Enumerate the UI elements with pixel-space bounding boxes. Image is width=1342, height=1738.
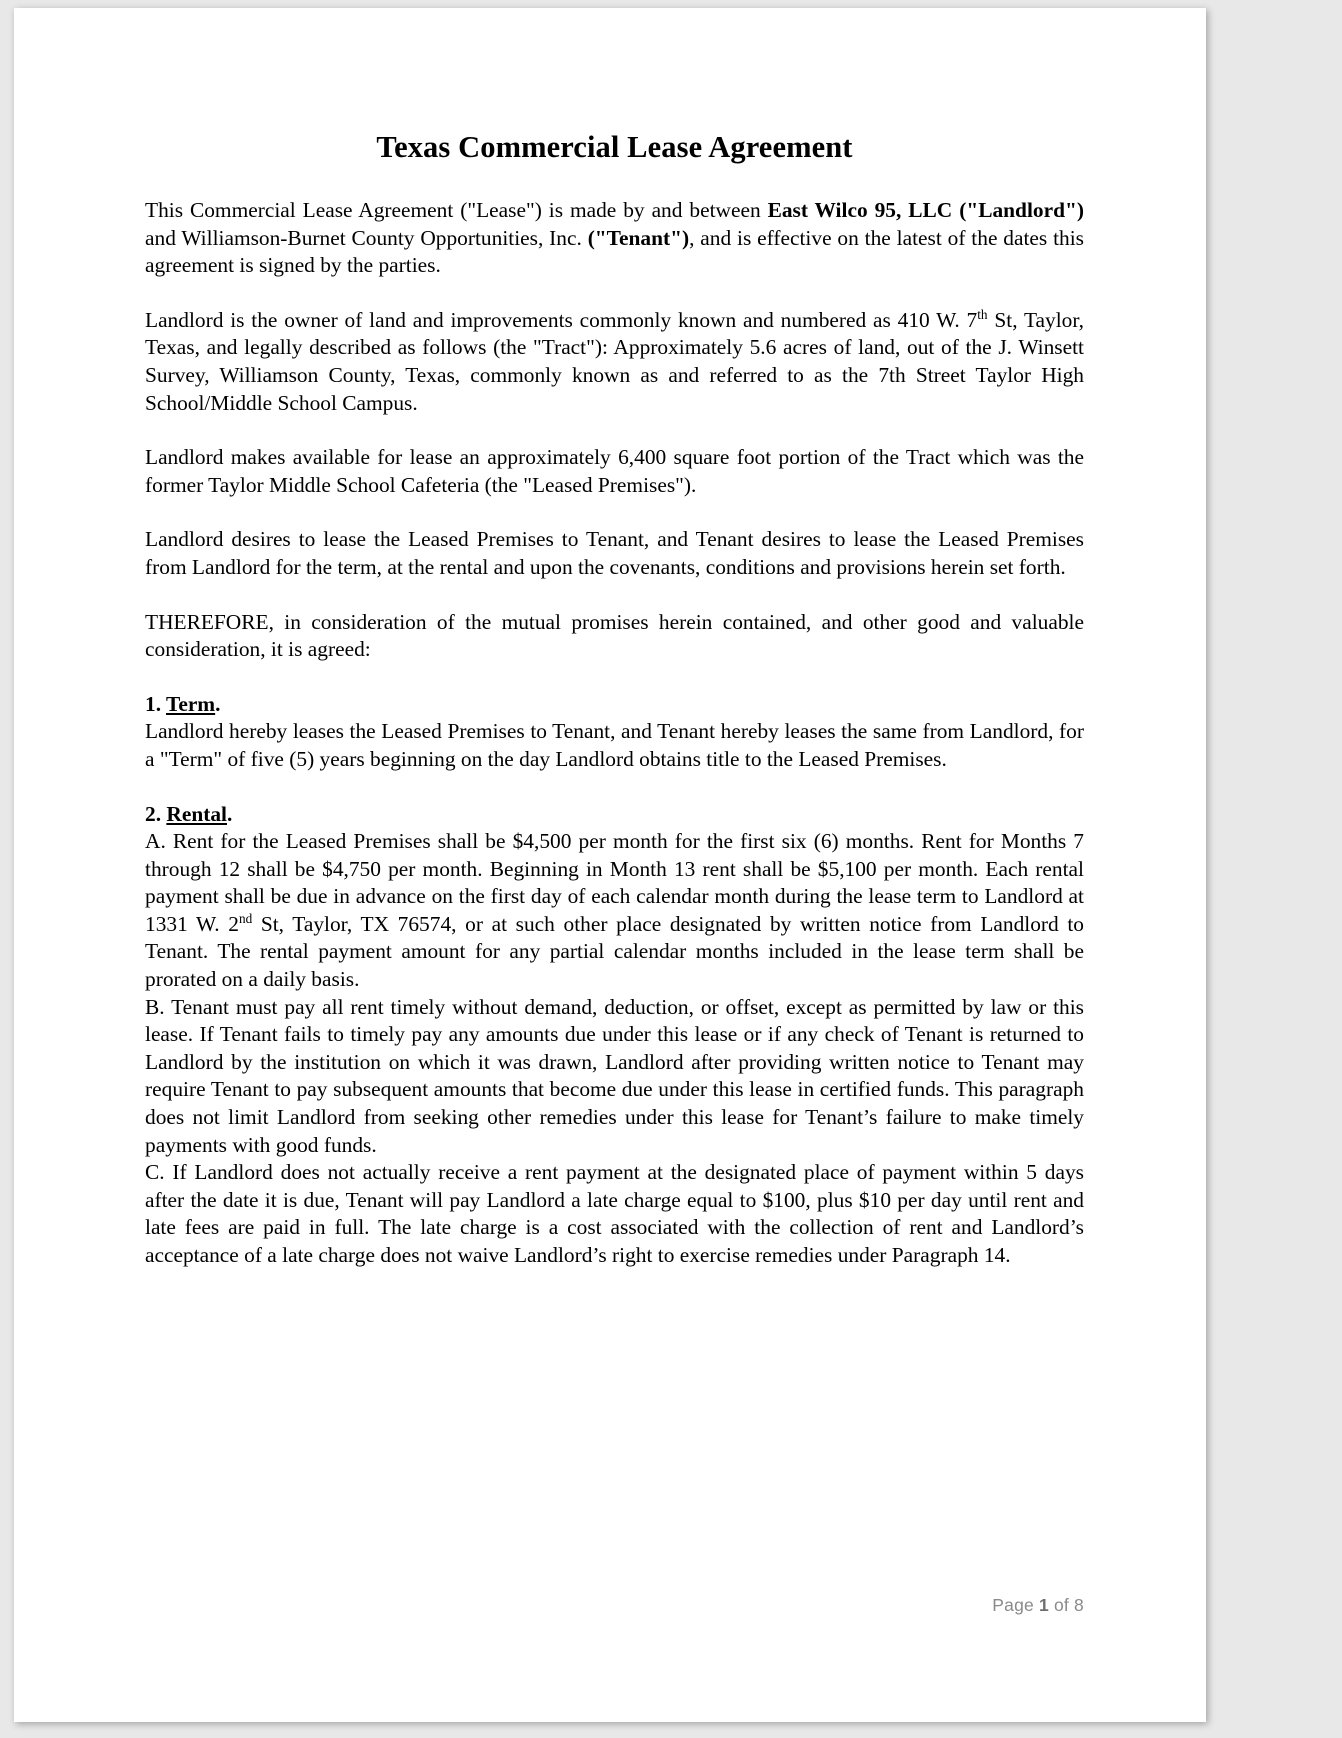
ordinal-suffix-th: th xyxy=(977,306,988,322)
section-2-period: . xyxy=(227,801,233,826)
section-2-heading xyxy=(145,801,1084,829)
document-content xyxy=(145,130,1084,1270)
section-2-clause-b: B. Tenant must pay all rent timely without demand, deduction, or offset, except as permitted by law or this lease. If Tenant fails to timely pay any amounts due under this lease or if any check of Tenant is returned to Landlord by the institution on which it was drawn, Landlord after providing written notice to Tenant may require Tenant to pay subsequent amounts that become due under this lease in certified funds. This paragraph does not limit Landlord from seeking other remedies under this lease for Tenant’s failure to make timely payments with good funds. xyxy=(145,994,1084,1157)
section-2-number: 2. xyxy=(145,801,167,826)
section-1-body: Landlord hereby leases the Leased Premises to Tenant, and Tenant hereby leases the same from Landlord, for a "Term" of five (5) years beginning on the day Landlord obtains title to the Leased Premises. xyxy=(145,719,1084,771)
paragraph-available-premises: Landlord makes available for lease an approximately 6,400 square foot portion of the Tract which was the former Taylor Middle School Cafeteria (the "Leased Premises"). xyxy=(145,445,1084,497)
intro-text-1: This Commercial Lease Agreement ("Lease") is made by and between xyxy=(145,198,768,222)
tract-text-2: St, Taylor, Texas, and legally described as follows (the "Tract"): Approximately 5.6 acres of land, out of the J. Winsett Survey, Williamson County, Texas, commonly known as and referred to as the 7th Street Taylor High School/Middle School Campus. xyxy=(145,307,1084,415)
page-footer xyxy=(992,1595,1084,1616)
paragraph-intro xyxy=(145,197,1084,280)
intro-text-3: and Williamson-Burnet County Opportunities, Inc. xyxy=(145,225,588,250)
section-1-period: . xyxy=(215,691,221,716)
section-2-clause-c: C. If Landlord does not actually receive a rent payment at the designated place of payment within 5 days after the date it is due, Tenant will pay Landlord a late charge equal to $100, plus $10 per day until rent and late fees are paid in full. The late charge is a cost associated with the collection of rent and Landlord’s acceptance of a late charge does not waive Landlord’s right to exercise remedies under Paragraph 14. xyxy=(145,1160,1084,1267)
section-1-number: 1. xyxy=(145,691,167,716)
paragraph-tract xyxy=(145,307,1084,417)
section-2-clause-a xyxy=(145,828,1084,994)
tenant-label: ("Tenant") xyxy=(587,225,690,250)
paragraph-desires: Landlord desires to lease the Leased Premises to Tenant, and Tenant desires to lease the Leased Premises from Landlord for the term, at the rental and upon the covenants, conditions and provisions herein set forth. xyxy=(145,527,1084,579)
clause-a-text-2: St, Taylor, TX 76574, or at such other place designated by written notice from Landlord to Tenant. The rental payment amount for any partial calendar months included in the lease term shall be prorated on a daily basis. xyxy=(145,911,1084,992)
section-1-title: Term xyxy=(166,691,216,716)
landlord-label: ("Landlord") xyxy=(959,198,1084,222)
section-1-heading xyxy=(145,691,1084,719)
tract-text-1: Landlord is the owner of land and improvements commonly known and numbered as 410 W. 7 xyxy=(145,307,978,332)
page-title: Texas Commercial Lease Agreement xyxy=(376,130,853,164)
footer-page-number: 1 xyxy=(1039,1595,1049,1615)
section-2-title: Rental xyxy=(166,801,227,826)
footer-suffix: of 8 xyxy=(1048,1595,1084,1615)
document-page xyxy=(14,8,1206,1722)
paragraph-therefore: THEREFORE, in consideration of the mutual promises herein contained, and other good and valuable consideration, it is agreed: xyxy=(145,609,1084,662)
intro-text-4: , and is effective on the latest of the dates this agreement is signed by the parties. xyxy=(145,225,1084,278)
ordinal-suffix-nd: nd xyxy=(238,910,253,926)
clause-a-text-1: A. Rent for the Leased Premises shall be $4,500 per month for the first six (6) months. Rent for Months 7 through 12 shall be $4,750 per month. Beginning in Month 13 rent shall be $5,100 per month. Each rental payment shall be due in advance on the first day of each calendar month during the lease term to Landlord at 1331 W. 2 xyxy=(145,829,1084,936)
footer-prefix: Page xyxy=(992,1595,1039,1615)
landlord-name: East Wilco 95, LLC xyxy=(767,198,953,222)
